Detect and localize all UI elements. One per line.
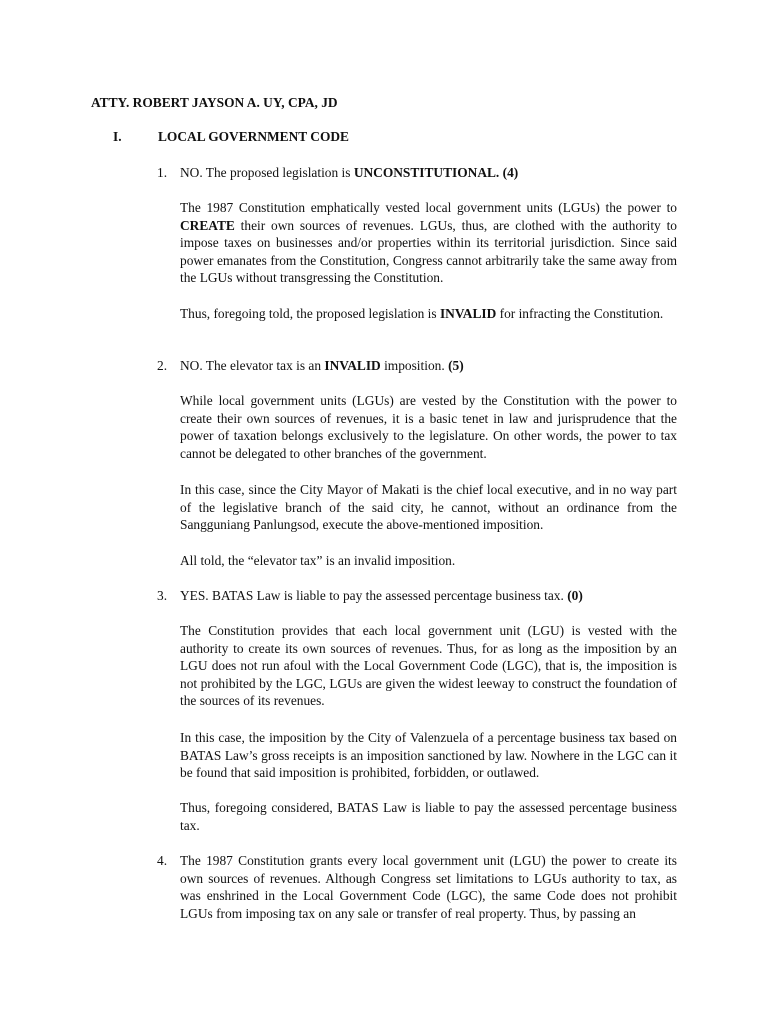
item-2-paragraph-2: In this case, since the City Mayor of Makati is the chief local executive, and in no way part of the legislative branch of the said city, he cannot, without an ordinance from the Sangguniang Panlungsod, execute the above-mentioned imposition. bbox=[180, 482, 677, 533]
item-2-heading: 2. NO. The elevator tax is an INVALID imposition. (5) bbox=[157, 358, 464, 373]
item-number: 2. bbox=[157, 358, 168, 373]
item-3-paragraph-3: Thus, foregoing considered, BATAS Law is liable to pay the assessed percentage business tax. bbox=[180, 800, 677, 833]
item-number: 3. bbox=[157, 588, 168, 603]
item-2-paragraph-3: All told, the “elevator tax” is an invalid imposition. bbox=[180, 553, 456, 568]
item-2-paragraph-1: While local government units (LGUs) are vested by the Constitution with the power to create their own sources of revenues, it is a basic tenet in law and jurisprudence that the power of taxation belongs exclusively to the legislature. On other words, the power to tax cannot be delegated to other branches of the government. bbox=[180, 393, 677, 461]
author-line: ATTY. ROBERT JAYSON A. UY, CPA, JD bbox=[91, 95, 338, 110]
item-3-paragraph-2: In this case, the imposition by the City of Valenzuela of a percentage business tax based on BATAS Law’s gross receipts is an imposition sanctioned by law. Nowhere in the LGC can it be found that said imposition is prohibited, forbidden, or outlawed. bbox=[180, 730, 677, 781]
item-3-paragraph-1: The Constitution provides that each local government unit (LGU) is vested with the authority to create its own sources of revenues. Thus, for as long as the imposition by an LGU does not run afoul with the Local Government Code (LGC), that is, the imposition is not prohibited by the LGC, LGUs are given the widest leeway to construct the foundation of the sources of its revenues. bbox=[180, 623, 677, 709]
item-number: 1. bbox=[157, 165, 168, 180]
item-4-paragraph: The 1987 Constitution grants every local government unit (LGU) the power to create its own sources of revenues. Although Congress set limitations to LGUs authority to tax, as was enshrined in the Local Government Code (LGC), the same Code does not prohibit LGUs from imposing tax on any sale or transfer of real property. Thus, by passing an bbox=[180, 853, 677, 921]
item-3-heading: 3. YES. BATAS Law is liable to pay the assessed percentage business tax. (0) bbox=[157, 588, 583, 603]
item-1-answer: NO. The proposed legislation is bbox=[180, 165, 354, 180]
item-1-verdict: UNCONSTITUTIONAL. (4) bbox=[353, 165, 519, 180]
item-1-heading bbox=[157, 164, 677, 182]
section-number: I. bbox=[113, 129, 122, 144]
section-heading bbox=[113, 128, 349, 146]
item-1-paragraph-1: The 1987 Constitution emphatically vested local government units (LGUs) the power to CREATE their own sources of revenues. LGUs, thus, are clothed with the authority to impose taxes on businesses and/or properties within its territorial jurisdiction. Since said power emanates from the Constitution, Congress cannot arbitrarily take the same away from the LGUs without transgressing the Constitution. bbox=[180, 200, 677, 286]
item-number: 4. bbox=[157, 853, 168, 868]
section-title: LOCAL GOVERNMENT CODE bbox=[158, 129, 349, 144]
item-1-paragraph-2: Thus, foregoing told, the proposed legislation is INVALID for infracting the Constitution. bbox=[180, 306, 664, 321]
